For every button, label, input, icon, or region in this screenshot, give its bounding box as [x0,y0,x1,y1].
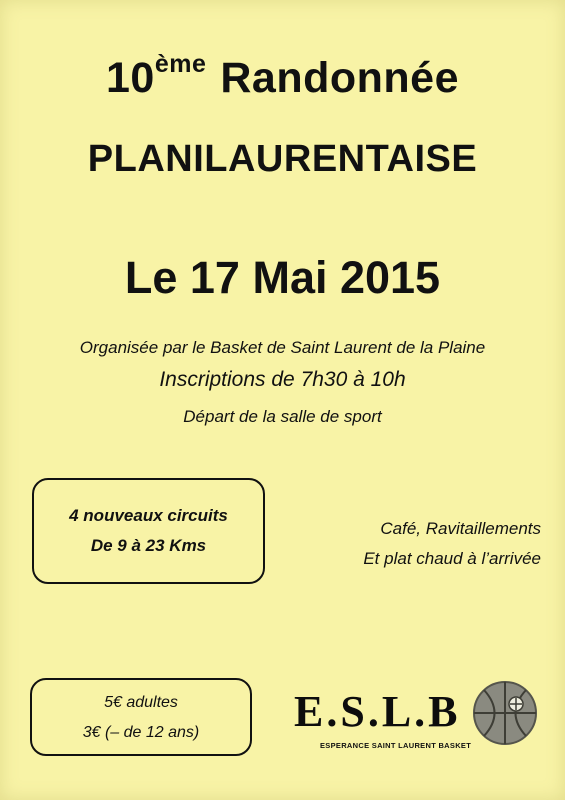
extras-line-1: Café, Ravitaillements [380,519,541,538]
departure-text: Départ de la salle de sport [183,407,382,426]
event-date: Le 17 Mai 2015 [124,252,441,303]
prices-box [30,678,252,756]
registration-text: Inscriptions de 7h30 à 10h [159,368,406,391]
ordinal-number: 10 [105,54,155,102]
ordinal-suffix: ème [154,50,207,78]
extras-line-2: Et plat chaud à l’arrivée [363,549,541,568]
eslb-logo [294,680,544,760]
circuits-distance: De 9 à 23 Kms [90,536,207,555]
circuits-count: 4 nouveaux circuits [69,506,228,525]
circuits-box [32,478,265,584]
event-name: PLANILAURENTAISE [87,138,478,180]
organizer-text: Organisée par le Basket de Saint Laurent de la Plaine [79,338,486,357]
title-word: Randonnée [220,54,460,102]
logo-letters: E.S.L.B [294,687,461,736]
title-line [0,50,565,103]
extras-text [363,514,541,574]
price-children: 3€ (– de 12 ans) [82,724,200,741]
logo-caption: ESPERANCE SAINT LAURENT BASKET [320,741,472,750]
price-adults: 5€ adultes [104,694,178,711]
